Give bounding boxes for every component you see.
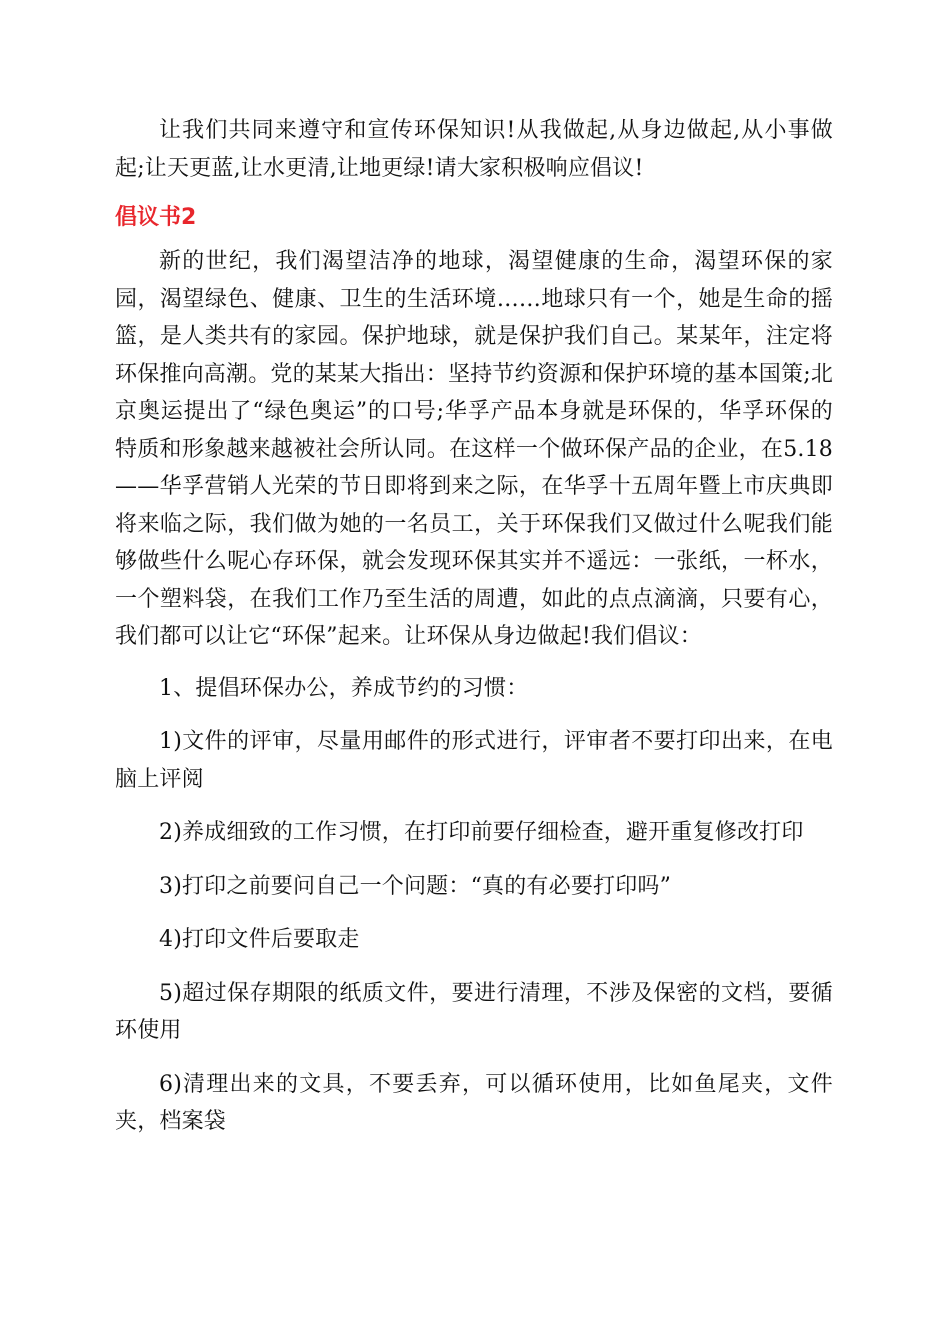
intro-paragraph: 让我们共同来遵守和宣传环保知识!从我做起,从身边做起,从小事做起;让天更蓝,让水更清,让地更绿!请大家积极响应倡议!	[115, 118, 833, 181]
sub-item-6: 6)清理出来的文具，不要丢弃，可以循环使用，比如鱼尾夹，文件夹，档案袋	[115, 1071, 833, 1134]
list-item-1-title: 1、提倡环保办公，养成节约的习惯：	[159, 675, 529, 701]
sub-item-5: 5)超过保存期限的纸质文件，要进行清理，不涉及保密的文档，要循环使用	[115, 980, 833, 1043]
sub-item-4: 4)打印文件后要取走	[159, 927, 360, 952]
sub-item-2: 2)养成细致的工作习惯，在打印前要仔细检查，避开重复修改打印	[159, 820, 804, 845]
sub-item-1: 1)文件的评审，尽量用邮件的形式进行，评审者不要打印出来，在电脑上评阅	[115, 729, 833, 792]
document-page	[115, 112, 833, 1157]
sub-item-3: 3)打印之前要问自己一个问题：“真的有必要打印吗”	[159, 873, 672, 899]
body-paragraph: 新的世纪，我们渴望洁净的地球，渴望健康的生命，渴望环保的家园，渴望绿色、健康、卫生的生活环境……地球只有一个，她是生命的摇篮，是人类共有的家园。保护地球，就是保护我们自己。某某年，注定将环保推向高潮。党的某某大指出：坚持节约资源和保护环境的基本国策;北京奥运提出了“绿色奥运”的口号;华孚产品本身就是环保的，华孚环保的特质和形象越来越被社会所认同。在这样一个做环保产品的企业，在5.18——华孚营销人光荣的节日即将到来之际，在华孚十五周年暨上市庆典即将来临之际，我们做为她的一名员工，关于环保我们又做过什么呢我们能够做些什么呢心存环保，就会发现环保其实并不遥远：一张纸，一杯水，一个塑料袋，在我们工作乃至生活的周遭，如此的点点滴滴，只要有心，我们都可以让它“环保”起来。让环保从身边做起!我们倡议：	[115, 249, 834, 649]
section-heading: 倡议书2	[115, 205, 197, 230]
